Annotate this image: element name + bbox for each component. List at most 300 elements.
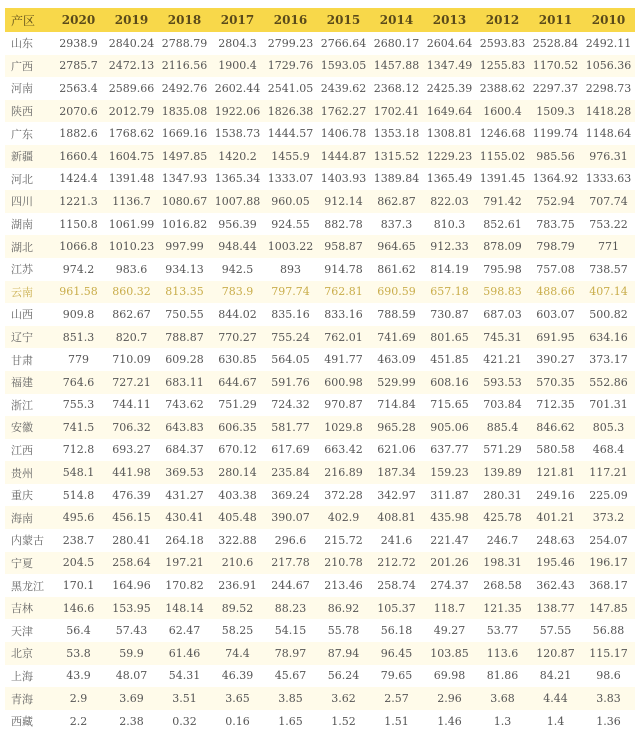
value-cell: 408.81 — [370, 506, 423, 529]
value-cell: 48.07 — [115, 669, 148, 683]
value-cell: 210.78 — [317, 552, 370, 575]
value-cell: 148.14 — [158, 597, 211, 620]
value-cell: 2604.64 — [426, 36, 473, 50]
column-header-2015: 2015 — [317, 8, 370, 32]
value-cell: 1246.68 — [479, 127, 526, 141]
value-cell: 2602.44 — [214, 81, 261, 95]
column-header-2018: 2018 — [158, 8, 211, 32]
value-cell: 225.09 — [589, 488, 628, 502]
value-cell: 581.77 — [264, 416, 317, 439]
value-cell: 362.43 — [536, 579, 575, 593]
value-cell: 1406.78 — [320, 127, 367, 141]
value-cell: 56.4 — [66, 624, 91, 638]
value-cell: 1.51 — [384, 714, 409, 728]
value-cell: 280.31 — [483, 488, 522, 502]
column-header-2012: 2012 — [476, 8, 529, 32]
value-cell: 115.17 — [582, 642, 635, 665]
value-cell: 670.12 — [218, 443, 257, 457]
region-name: 黑龙江 — [11, 579, 44, 593]
value-cell: 1333.63 — [585, 172, 632, 186]
value-cell: 2766.64 — [320, 36, 367, 50]
value-cell: 1.3 — [493, 714, 512, 728]
value-cell: 2070.6 — [52, 100, 105, 123]
value-cell: 745.31 — [476, 326, 529, 349]
value-cell: 621.06 — [377, 443, 416, 457]
value-cell: 2785.7 — [52, 55, 105, 78]
value-cell: 405.48 — [211, 506, 264, 529]
value-cell: 644.67 — [211, 371, 264, 394]
value-cell: 643.83 — [158, 416, 211, 439]
value-cell: 121.35 — [476, 597, 529, 620]
value-cell: 712.8 — [62, 443, 95, 457]
value-cell: 2593.83 — [479, 36, 526, 50]
value-cell: 706.32 — [105, 416, 158, 439]
value-cell: 805.3 — [582, 416, 635, 439]
value-cell: 1457.88 — [370, 55, 423, 78]
value-cell: 138.77 — [529, 597, 582, 620]
value-cell: 2.57 — [370, 687, 423, 710]
value-cell: 753.22 — [589, 217, 628, 231]
value-cell: 373.17 — [589, 353, 628, 367]
value-cell: 715.65 — [430, 398, 469, 412]
value-cell: 1016.82 — [161, 217, 208, 231]
value-cell: 49.27 — [433, 624, 466, 638]
value-cell: 421.21 — [483, 353, 522, 367]
value-cell: 244.67 — [271, 579, 310, 593]
value-cell: 1.65 — [278, 714, 303, 728]
value-cell: 2.38 — [119, 714, 144, 728]
value-cell: 1669.16 — [161, 127, 208, 141]
value-cell: 703.84 — [483, 398, 522, 412]
value-cell: 837.3 — [380, 217, 413, 231]
value-cell: 81.86 — [486, 669, 519, 683]
table-row — [5, 145, 635, 168]
value-cell: 57.55 — [539, 624, 572, 638]
value-cell: 1148.64 — [585, 127, 632, 141]
value-cell: 878.09 — [476, 235, 529, 258]
value-cell: 280.41 — [112, 533, 151, 547]
table-row — [5, 371, 635, 394]
value-cell: 1003.22 — [264, 235, 317, 258]
value-cell: 274.37 — [430, 579, 469, 593]
column-header-2017: 2017 — [211, 8, 264, 32]
value-cell: 1391.48 — [108, 172, 155, 186]
value-cell: 45.67 — [274, 669, 307, 683]
value-cell: 431.27 — [165, 488, 204, 502]
table-row — [5, 394, 635, 417]
region-name: 河北 — [11, 172, 33, 186]
table-row — [5, 619, 635, 642]
value-cell: 701.31 — [589, 398, 628, 412]
value-cell: 844.02 — [218, 307, 257, 321]
value-cell: 311.87 — [430, 488, 469, 502]
value-cell: 390.27 — [536, 353, 575, 367]
value-cell: 0.16 — [225, 714, 250, 728]
value-cell: 755.3 — [62, 398, 95, 412]
table-row — [5, 281, 635, 304]
region-name: 安徽 — [5, 416, 52, 439]
value-cell: 593.53 — [476, 371, 529, 394]
column-header-2019: 2019 — [105, 8, 158, 32]
value-cell: 369.24 — [271, 488, 310, 502]
value-cell: 139.89 — [476, 461, 529, 484]
table-row — [5, 439, 635, 462]
value-cell: 730.87 — [430, 307, 469, 321]
value-cell: 238.7 — [62, 533, 95, 547]
value-cell: 960.05 — [264, 190, 317, 213]
value-cell: 1900.4 — [211, 55, 264, 78]
value-cell: 609.28 — [165, 353, 204, 367]
table-row — [5, 77, 635, 100]
value-cell: 62.47 — [168, 624, 201, 638]
value-cell: 258.74 — [377, 579, 416, 593]
value-cell: 598.83 — [476, 281, 529, 304]
value-cell: 762.01 — [317, 326, 370, 349]
value-cell: 87.94 — [317, 642, 370, 665]
value-cell: 79.65 — [380, 669, 413, 683]
value-cell: 750.55 — [165, 307, 204, 321]
value-cell: 1702.41 — [370, 100, 423, 123]
value-cell: 983.6 — [115, 262, 148, 276]
value-cell: 98.6 — [596, 669, 621, 683]
value-cell: 74.4 — [211, 642, 264, 665]
value-cell: 1365.34 — [214, 172, 261, 186]
value-cell: 548.1 — [52, 461, 105, 484]
value-cell: 2.9 — [52, 687, 105, 710]
table-row — [5, 213, 635, 236]
value-cell: 2298.73 — [585, 81, 632, 95]
value-cell: 788.87 — [158, 326, 211, 349]
region-name: 浙江 — [11, 398, 33, 412]
value-cell: 1649.64 — [423, 100, 476, 123]
value-cell: 691.95 — [529, 326, 582, 349]
value-cell: 153.95 — [105, 597, 158, 620]
value-cell: 714.84 — [377, 398, 416, 412]
value-cell: 322.88 — [218, 533, 257, 547]
value-cell: 663.42 — [324, 443, 363, 457]
value-cell: 1315.52 — [370, 145, 423, 168]
value-cell: 1762.27 — [317, 100, 370, 123]
value-cell: 2297.37 — [532, 81, 579, 95]
value-cell: 2528.84 — [532, 36, 579, 50]
value-cell: 1.36 — [596, 714, 621, 728]
value-cell: 798.79 — [529, 235, 582, 258]
value-cell: 2680.17 — [373, 36, 420, 50]
value-cell: 441.98 — [105, 461, 158, 484]
value-cell: 1.4 — [546, 714, 565, 728]
value-cell: 820.7 — [105, 326, 158, 349]
value-cell: 2116.56 — [158, 55, 211, 78]
value-cell: 2541.05 — [267, 81, 314, 95]
value-cell: 56.18 — [380, 624, 413, 638]
region-name: 湖北 — [5, 235, 52, 258]
value-cell: 822.03 — [423, 190, 476, 213]
region-name: 贵州 — [5, 461, 52, 484]
value-cell: 4.44 — [529, 687, 582, 710]
value-cell: 693.27 — [112, 443, 151, 457]
region-name: 湖南 — [11, 218, 33, 232]
value-cell: 687.03 — [483, 307, 522, 321]
region-name: 新疆 — [5, 145, 52, 168]
table-row — [5, 168, 635, 191]
value-cell: 368.17 — [589, 579, 628, 593]
value-cell: 630.85 — [218, 353, 257, 367]
value-cell: 846.62 — [529, 416, 582, 439]
column-header-2020: 2020 — [52, 8, 105, 32]
value-cell: 488.66 — [529, 281, 582, 304]
value-cell: 948.44 — [211, 235, 264, 258]
value-cell: 2804.3 — [218, 36, 257, 50]
value-cell: 118.7 — [423, 597, 476, 620]
value-cell: 61.46 — [158, 642, 211, 665]
table-row — [5, 258, 635, 281]
value-cell: 2439.62 — [320, 81, 367, 95]
value-cell: 241.6 — [380, 533, 413, 547]
value-cell: 430.41 — [158, 506, 211, 529]
value-cell: 862.87 — [370, 190, 423, 213]
value-cell: 195.46 — [529, 552, 582, 575]
value-cell: 213.46 — [324, 579, 363, 593]
value-cell: 1424.4 — [59, 172, 98, 186]
value-cell: 268.58 — [483, 579, 522, 593]
value-cell: 1538.73 — [214, 127, 261, 141]
value-cell: 707.74 — [582, 190, 635, 213]
region-name: 江苏 — [11, 263, 33, 277]
value-cell: 476.39 — [112, 488, 151, 502]
value-cell: 970.87 — [324, 398, 363, 412]
value-cell: 56.88 — [592, 624, 625, 638]
value-cell: 170.1 — [62, 579, 95, 593]
value-cell: 1509.3 — [529, 100, 582, 123]
production-table — [5, 8, 635, 732]
value-cell: 113.6 — [476, 642, 529, 665]
value-cell: 3.69 — [105, 687, 158, 710]
table-row — [5, 574, 635, 597]
value-cell: 0.32 — [172, 714, 197, 728]
region-name: 重庆 — [11, 489, 33, 503]
value-cell: 2492.11 — [585, 36, 632, 50]
value-cell: 744.11 — [112, 398, 151, 412]
value-cell: 934.13 — [165, 262, 204, 276]
value-cell: 974.2 — [62, 262, 95, 276]
value-cell: 762.81 — [317, 281, 370, 304]
value-cell: 608.16 — [423, 371, 476, 394]
value-cell: 3.51 — [158, 687, 211, 710]
value-cell: 159.23 — [423, 461, 476, 484]
value-cell: 1.52 — [331, 714, 356, 728]
value-cell: 2788.79 — [161, 36, 208, 50]
value-cell: 217.78 — [264, 552, 317, 575]
value-cell: 2492.76 — [161, 81, 208, 95]
value-cell: 741.69 — [370, 326, 423, 349]
value-cell: 690.59 — [370, 281, 423, 304]
value-cell: 764.6 — [52, 371, 105, 394]
value-cell: 860.32 — [105, 281, 158, 304]
value-cell: 491.77 — [324, 353, 363, 367]
column-header-2016: 2016 — [264, 8, 317, 32]
value-cell: 89.52 — [211, 597, 264, 620]
column-header-2013: 2013 — [423, 8, 476, 32]
value-cell: 2799.23 — [267, 36, 314, 50]
value-cell: 1604.75 — [105, 145, 158, 168]
value-cell: 752.94 — [529, 190, 582, 213]
table-row — [5, 529, 635, 552]
value-cell: 1.46 — [437, 714, 462, 728]
value-cell: 236.91 — [218, 579, 257, 593]
value-cell: 216.89 — [317, 461, 370, 484]
table-row — [5, 552, 635, 575]
value-cell: 738.57 — [589, 262, 628, 276]
value-cell: 637.77 — [430, 443, 469, 457]
value-cell: 770.27 — [211, 326, 264, 349]
column-header-region: 产区 — [5, 8, 52, 32]
value-cell: 117.21 — [582, 461, 635, 484]
value-cell: 55.78 — [327, 624, 360, 638]
table-row — [5, 32, 635, 55]
value-cell: 1455.9 — [264, 145, 317, 168]
value-cell: 1389.84 — [373, 172, 420, 186]
value-cell: 771 — [582, 235, 635, 258]
region-name: 广东 — [11, 127, 33, 141]
value-cell: 1444.57 — [267, 127, 314, 141]
value-cell: 84.21 — [539, 669, 572, 683]
value-cell: 882.78 — [324, 217, 363, 231]
value-cell: 997.99 — [158, 235, 211, 258]
value-cell: 2938.9 — [59, 36, 98, 50]
value-cell: 56.24 — [327, 669, 360, 683]
value-cell: 1353.18 — [373, 127, 420, 141]
region-name: 山西 — [11, 308, 33, 322]
value-cell: 57.43 — [115, 624, 148, 638]
value-cell: 1150.8 — [59, 217, 98, 231]
value-cell: 170.82 — [165, 579, 204, 593]
value-cell: 1136.7 — [105, 190, 158, 213]
value-cell: 3.83 — [582, 687, 635, 710]
value-cell: 3.68 — [476, 687, 529, 710]
value-cell: 571.29 — [483, 443, 522, 457]
region-name: 内蒙古 — [11, 534, 44, 548]
value-cell: 210.6 — [211, 552, 264, 575]
value-cell: 909.8 — [62, 307, 95, 321]
value-cell: 105.37 — [370, 597, 423, 620]
table-row — [5, 665, 635, 688]
value-cell: 88.23 — [264, 597, 317, 620]
value-cell: 235.84 — [264, 461, 317, 484]
value-cell: 373.2 — [582, 506, 635, 529]
value-cell: 1418.28 — [582, 100, 635, 123]
value-cell: 204.5 — [52, 552, 105, 575]
region-name: 河南 — [11, 82, 33, 96]
value-cell: 456.15 — [105, 506, 158, 529]
value-cell: 684.37 — [165, 443, 204, 457]
value-cell: 791.42 — [476, 190, 529, 213]
table-row — [5, 100, 635, 123]
value-cell: 146.6 — [52, 597, 105, 620]
value-cell: 1007.88 — [211, 190, 264, 213]
value-cell: 198.31 — [476, 552, 529, 575]
value-cell: 2425.39 — [426, 81, 473, 95]
table-row — [5, 710, 635, 733]
value-cell: 783.75 — [536, 217, 575, 231]
value-cell: 121.81 — [529, 461, 582, 484]
table-row — [5, 190, 635, 213]
table-row — [5, 348, 635, 371]
value-cell: 1066.8 — [52, 235, 105, 258]
value-cell: 1444.87 — [317, 145, 370, 168]
region-name: 江西 — [11, 443, 33, 457]
table-row — [5, 597, 635, 620]
region-name: 西藏 — [11, 715, 33, 729]
value-cell: 1600.4 — [476, 100, 529, 123]
value-cell: 451.85 — [430, 353, 469, 367]
value-cell: 1391.45 — [479, 172, 526, 186]
region-name: 上海 — [11, 669, 33, 683]
value-cell: 1593.05 — [317, 55, 370, 78]
value-cell: 468.4 — [592, 443, 625, 457]
value-cell: 2368.12 — [373, 81, 420, 95]
value-cell: 372.28 — [324, 488, 363, 502]
value-cell: 861.62 — [377, 262, 416, 276]
value-cell: 743.62 — [165, 398, 204, 412]
value-cell: 196.17 — [582, 552, 635, 575]
value-cell: 1729.76 — [264, 55, 317, 78]
value-cell: 43.9 — [66, 669, 91, 683]
value-cell: 1497.85 — [158, 145, 211, 168]
value-cell: 103.85 — [423, 642, 476, 665]
value-cell: 201.26 — [423, 552, 476, 575]
value-cell: 2012.79 — [105, 100, 158, 123]
table-row — [5, 416, 635, 439]
value-cell: 885.4 — [476, 416, 529, 439]
column-header-2011: 2011 — [529, 8, 582, 32]
value-cell: 835.16 — [271, 307, 310, 321]
value-cell: 69.98 — [433, 669, 466, 683]
value-cell: 296.6 — [274, 533, 307, 547]
value-cell: 852.61 — [483, 217, 522, 231]
value-cell: 1229.23 — [423, 145, 476, 168]
region-name: 吉林 — [5, 597, 52, 620]
value-cell: 86.92 — [317, 597, 370, 620]
region-name: 山东 — [11, 37, 33, 51]
value-cell: 634.16 — [582, 326, 635, 349]
value-cell: 248.63 — [536, 533, 575, 547]
value-cell: 215.72 — [324, 533, 363, 547]
value-cell: 54.15 — [274, 624, 307, 638]
value-cell: 53.77 — [486, 624, 519, 638]
value-cell: 3.65 — [211, 687, 264, 710]
value-cell: 500.82 — [589, 307, 628, 321]
value-cell: 1835.08 — [158, 100, 211, 123]
table-body — [5, 32, 635, 732]
value-cell: 3.85 — [264, 687, 317, 710]
value-cell: 710.09 — [112, 353, 151, 367]
value-cell: 657.18 — [423, 281, 476, 304]
column-header-2014: 2014 — [370, 8, 423, 32]
value-cell: 435.98 — [423, 506, 476, 529]
value-cell: 1420.2 — [211, 145, 264, 168]
value-cell: 741.5 — [52, 416, 105, 439]
table-row — [5, 461, 635, 484]
value-cell: 2.96 — [423, 687, 476, 710]
value-cell: 712.35 — [536, 398, 575, 412]
value-cell: 912.33 — [423, 235, 476, 258]
value-cell: 985.56 — [529, 145, 582, 168]
value-cell: 46.39 — [221, 669, 254, 683]
value-cell: 1365.49 — [426, 172, 473, 186]
value-cell: 1826.38 — [264, 100, 317, 123]
value-cell: 402.9 — [317, 506, 370, 529]
value-cell: 3.62 — [317, 687, 370, 710]
